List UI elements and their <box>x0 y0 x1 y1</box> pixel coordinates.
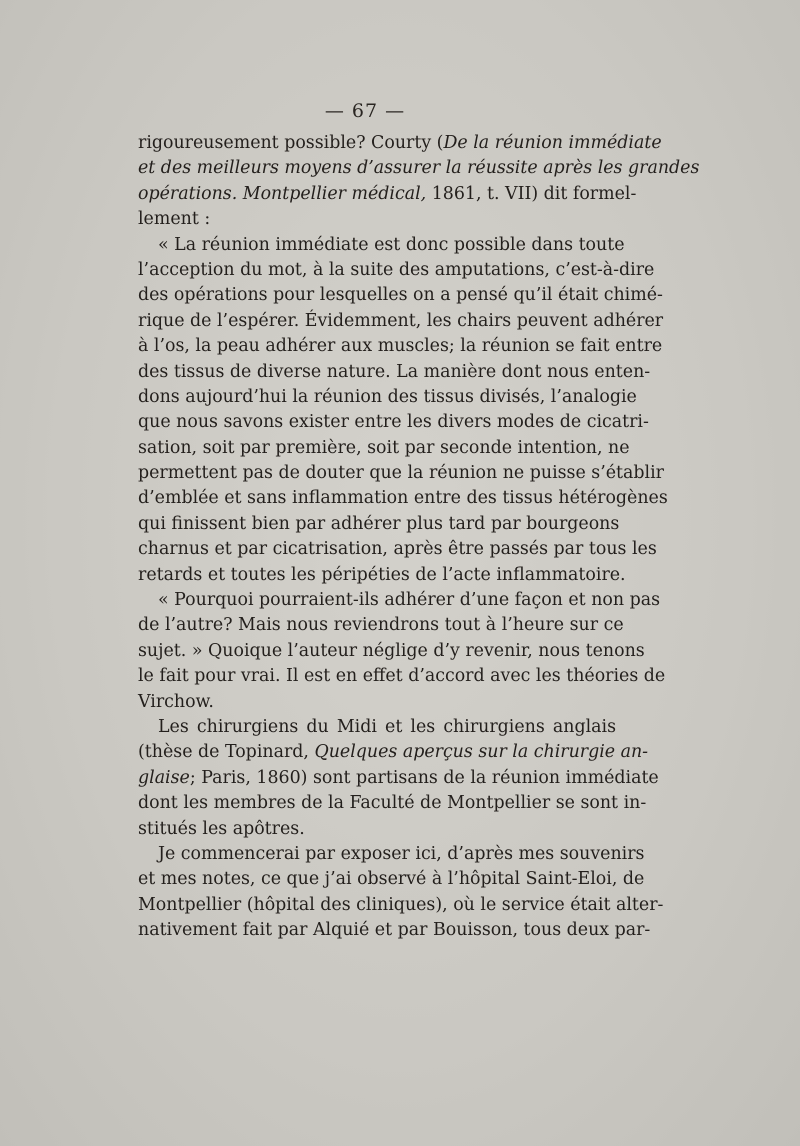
text-line <box>138 385 637 410</box>
text-line <box>138 334 663 359</box>
italic-title-run: glaise <box>138 767 190 788</box>
text-run: lement : <box>138 209 211 230</box>
text-run: sation, soit par première, soit par seconde intention, ne <box>138 437 630 458</box>
text-line <box>138 207 616 232</box>
text-run: 1861, t. VII) dit formel- <box>426 183 637 204</box>
text-run: rique de l’espérer. Évidemment, les chairs peuvent adhérer <box>138 310 664 331</box>
page-number: — 67 — <box>324 100 406 122</box>
text-line <box>138 893 664 918</box>
text-run: « La réunion immédiate est donc possible dans toute <box>158 234 625 255</box>
text-line <box>138 842 645 867</box>
text-line <box>138 486 668 511</box>
text-run: des tissus de diverse nature. La manière dont nous enten- <box>138 361 651 382</box>
text-line <box>138 233 625 258</box>
italic-title-run: opérations. Montpellier médical, <box>138 183 427 204</box>
text-line <box>138 537 657 562</box>
text-run: l’acception du mot, à la suite des amputations, c’est-à-dire <box>138 259 655 280</box>
text-run: Les chirurgiens du Midi et les chirurgiens anglais <box>158 716 616 737</box>
text-line <box>138 360 651 385</box>
text-line <box>138 817 616 842</box>
text-run: (thèse de Topinard, <box>138 742 315 763</box>
text-line <box>138 563 626 588</box>
text-run: rigoureusement possible? Courty ( <box>138 133 444 153</box>
text-run: que nous savons exister entre les divers modes de cicatri- <box>138 412 649 433</box>
italic-title-run: De la réunion immédiate <box>443 133 662 153</box>
text-line <box>138 791 647 816</box>
italic-title-run: et des meilleurs moyens d’assurer la réussite après les grandes <box>138 158 700 179</box>
text-run: Montpellier (hôpital des cliniques), où le service était alter- <box>138 894 664 915</box>
text-line <box>138 156 700 181</box>
text-run: ; Paris, 1860) sont partisans de la réunion immédiate <box>189 767 659 788</box>
text-line <box>138 182 637 207</box>
text-line <box>138 766 659 791</box>
text-line <box>138 461 664 486</box>
text-run: permettent pas de douter que la réunion ne puisse s’établir <box>138 463 664 484</box>
text-line <box>138 639 645 664</box>
body-text <box>138 131 700 944</box>
text-line <box>138 740 649 765</box>
text-line <box>138 436 630 461</box>
text-run: Je commencerai par exposer ici, d’après mes souvenirs <box>158 843 645 864</box>
text-run: de l’autre? Mais nous reviendrons tout à l’heure sur ce <box>138 615 624 636</box>
text-run: à l’os, la peau adhérer aux muscles; la réunion se fait entre <box>138 336 663 357</box>
text-line <box>138 131 662 156</box>
text-line <box>138 588 661 613</box>
text-run: sujet. » Quoique l’auteur néglige d’y revenir, nous tenons <box>138 640 645 661</box>
text-line <box>138 309 664 334</box>
text-line <box>138 283 663 308</box>
text-run: stitués les apôtres. <box>138 818 305 839</box>
text-line <box>138 410 649 435</box>
text-line <box>138 867 645 892</box>
text-line <box>138 690 616 715</box>
text-run: dont les membres de la Faculté de Montpellier se sont in- <box>138 793 647 814</box>
text-run: et mes notes, ce que j’ai observé à l’hôpital Saint-Eloi, de <box>138 869 645 890</box>
text-run: qui finissent bien par adhérer plus tard par bourgeons <box>138 513 620 534</box>
text-run: des opérations pour lesquelles on a pensé qu’il était chimé- <box>138 285 663 306</box>
text-run: dons aujourd’hui la réunion des tissus divisés, l’analogie <box>138 386 637 407</box>
text-line <box>138 512 620 537</box>
text-run: Virchow. <box>138 691 214 712</box>
italic-title-run: Quelques aperçus sur la chirurgie an- <box>314 742 649 763</box>
text-run: « Pourquoi pourraient-ils adhérer d’une façon et non pas <box>158 590 661 611</box>
text-line <box>138 258 655 283</box>
text-run: le fait pour vrai. Il est en effet d’accord avec les théories de <box>138 666 666 687</box>
text-run: d’emblée et sans inflammation entre des tissus hétérogènes <box>138 488 668 509</box>
text-run: nativement fait par Alquié et par Bouisson, tous deux par- <box>138 920 651 941</box>
text-line <box>138 613 624 638</box>
text-run: charnus et par cicatrisation, après être passés par tous les <box>138 539 657 560</box>
text-line <box>138 715 616 740</box>
text-line <box>138 918 651 943</box>
text-run: retards et toutes les péripéties de l’acte inflammatoire. <box>138 564 626 585</box>
text-line <box>138 664 666 689</box>
